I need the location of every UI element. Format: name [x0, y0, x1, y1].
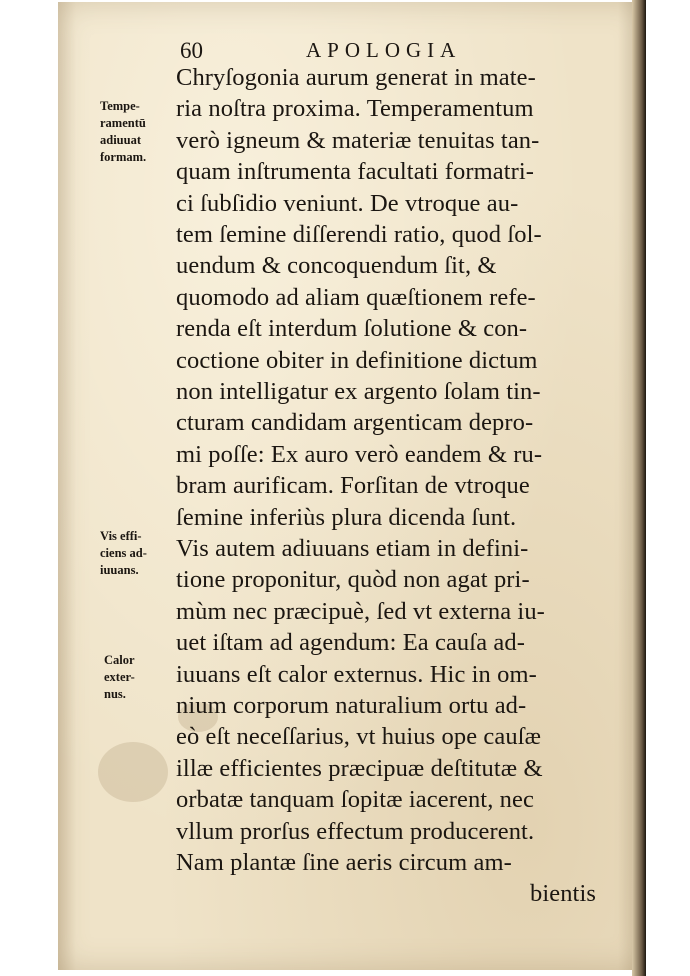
stain-mark [98, 742, 168, 802]
running-title: APOLOGIA [306, 38, 462, 62]
marginal-note-line: ramentū [100, 116, 146, 130]
text-line: ria noſtra proxima. Temperamentum [176, 95, 534, 123]
text-line: ci ſubſidio veniunt. De vtroque au- [176, 189, 519, 217]
page-number: 60 [180, 38, 203, 63]
marginal-note-line: adiuuat [100, 133, 141, 147]
catchword: bientis [529, 880, 596, 908]
text-line: vllum prorſus effectum producerent. [176, 817, 535, 845]
text-line: tem ſemine diſſerendi ratio, quod ſol- [176, 221, 542, 248]
text-line: verò igneum & materiæ tenuitas tan- [176, 126, 540, 154]
text-line: bram aurificam. Forſitan de vtroque [176, 472, 530, 500]
text-line: ſemine inferiùs plura dicenda ſunt. [176, 503, 517, 531]
text-line: tione proponitur, quòd non agat pri- [176, 566, 530, 594]
marginal-note [104, 652, 135, 703]
text-line: mi poſſe: Ex auro verò eandem & ru- [176, 440, 543, 468]
text-line: quam inſtrumenta facultati formatri- [176, 158, 535, 186]
marginal-note [100, 528, 147, 579]
marginal-note-line: Tempe- [100, 99, 140, 113]
text-line: quomodo ad aliam quæſtionem refe- [176, 283, 536, 311]
marginal-note-line: formam. [100, 150, 147, 164]
text-line: iuuans eſt calor externus. Hic in om- [176, 660, 537, 688]
text-line: non intelligatur ex argento ſolam tin- [176, 378, 541, 405]
marginal-note-line: Vis effi- [100, 529, 142, 543]
page-edge-shadow [632, 0, 646, 976]
text-line: Vis autem adiuuans etiam in defini- [176, 535, 529, 562]
text-line: nium corporum naturalium ortu ad- [176, 692, 527, 719]
text-line: renda eſt interdum ſolutione & con- [176, 315, 528, 343]
marginal-note-line: Calor [104, 653, 135, 667]
text-line: orbatæ tanquam ſopitæ iacerent, nec [176, 786, 534, 814]
text-line: uet iſtam ad agendum: Ea cauſa ad- [176, 629, 525, 657]
marginal-note [100, 98, 146, 166]
text-line: mùm nec præcipuè, ſed vt externa iu- [176, 597, 545, 625]
marginal-note-line: ciens ad- [100, 546, 147, 560]
text-line: eò eſt neceſſarius, vt huius ope cauſæ [176, 723, 542, 751]
text-line: coctione obiter in definitione dictum [176, 346, 538, 374]
text-line: cturam candidam argenticam depro- [176, 409, 534, 437]
marginal-note-line: iuuans. [100, 563, 139, 577]
marginal-note-line: nus. [104, 687, 126, 701]
marginal-note-line: exter- [104, 670, 135, 684]
text-line: illæ efficientes præcipuæ deſtitutæ & [176, 754, 543, 782]
text-line: Nam plantæ ſine aeris circum am- [176, 849, 512, 876]
text-line: uendum & concoquendum ſit, & [176, 252, 497, 280]
text-line: Chryſogonia aurum generat in mate- [176, 64, 536, 91]
